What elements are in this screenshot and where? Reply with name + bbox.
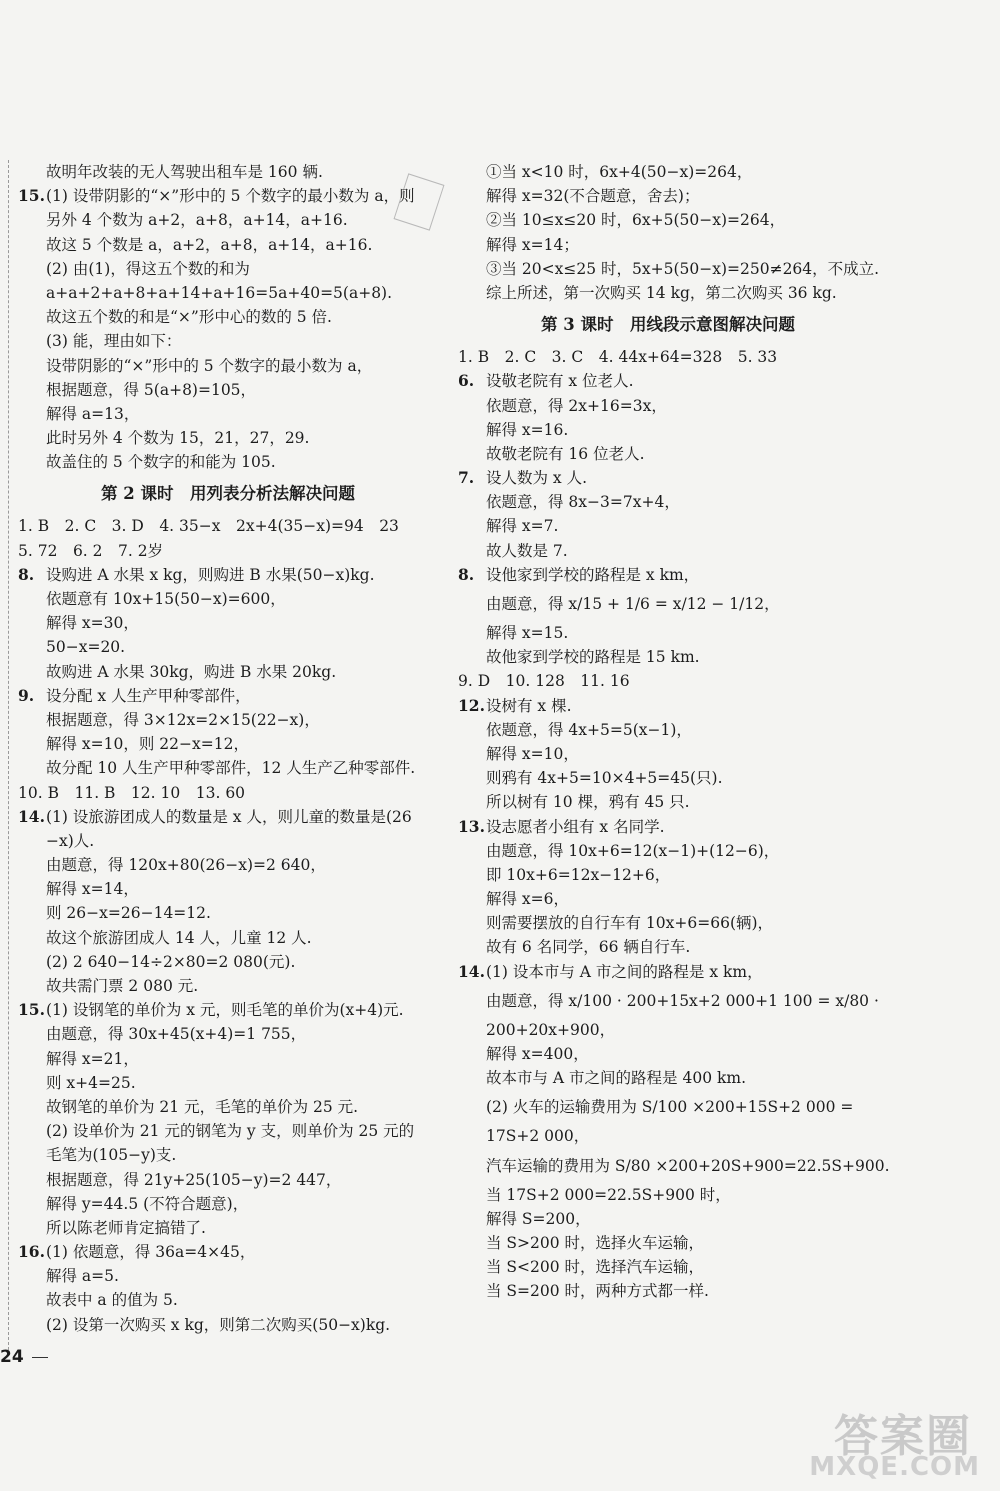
answer-line xyxy=(458,587,878,621)
answer-line xyxy=(458,418,878,442)
answer-text: (2) 火车的运输费用为 S/100 ×200+15S+2 000 = xyxy=(486,1098,854,1117)
answer-text: 设购进 A 水果 x kg，则购进 B 水果(50−x)kg. xyxy=(46,565,375,584)
page-number: 24 xyxy=(0,1347,24,1367)
answer-line xyxy=(18,805,438,829)
answer-text: 故这 5 个数是 a，a+2，a+8，a+14，a+16. xyxy=(46,235,373,254)
section-title: 第 3 课时 用线段示意图解决问题 xyxy=(541,315,795,335)
answer-text: (1) 设旅游团成人的数量是 x 人，则儿童的数量是(26 xyxy=(46,807,412,826)
answer-line xyxy=(458,694,878,718)
answer-text: 故人数是 7. xyxy=(486,541,568,560)
answer-text: 1. B 2. C 3. C 4. 44x+64=328 5. 33 xyxy=(458,348,778,367)
answer-line xyxy=(18,587,438,611)
answer-line xyxy=(458,863,878,887)
question-number: 15. xyxy=(18,1000,45,1020)
answer-text: 当 S<200 时，选择汽车运输， xyxy=(486,1258,705,1277)
answer-line xyxy=(458,514,878,538)
answer-text: 解得 x=15. xyxy=(486,624,569,642)
answer-text: 所以陈老师肯定搞错了. xyxy=(46,1218,206,1237)
answer-line xyxy=(18,1119,438,1143)
answer-text: 根据题意，得 5(a+8)=105， xyxy=(46,380,257,399)
answer-line xyxy=(18,1168,438,1192)
question-number: 15. xyxy=(18,186,45,206)
left-column xyxy=(18,160,438,1337)
answer-line xyxy=(18,998,438,1022)
answer-text: 当 S=200 时，两种方式都一样. xyxy=(486,1282,709,1301)
answer-text: 根据题意，得 3×12x=2×15(22−x)， xyxy=(46,710,320,729)
answer-text: 故表中 a 的值为 5. xyxy=(46,1291,178,1310)
answer-line xyxy=(18,732,438,756)
answer-text: 依题意，得 8x−3=7x+4， xyxy=(486,493,680,512)
answer-text: 解得 x=7. xyxy=(486,517,559,536)
answer-text: 设敬老院有 x 位老人. xyxy=(486,372,634,391)
answer-line xyxy=(18,402,438,426)
answer-line xyxy=(458,1279,878,1303)
answer-text: 解得 x=21， xyxy=(46,1049,139,1068)
answer-line xyxy=(18,539,438,563)
answer-line xyxy=(18,660,438,684)
answer-line xyxy=(458,442,878,466)
answer-text: 则需要摆放的自行车有 10x+6=66(辆)， xyxy=(486,914,774,933)
answer-text: 由题意，得 x/15 + 1/6 = x/12 − 1/12， xyxy=(486,595,780,613)
answer-line xyxy=(458,766,878,790)
answer-text: 5. 72 6. 2 7. 2岁 xyxy=(18,541,164,560)
answer-text: 故盖住的 5 个数字的和能为 105. xyxy=(46,453,276,472)
answer-text: 解得 x=14， xyxy=(46,880,139,899)
answer-text: 解得 a=5. xyxy=(46,1267,119,1286)
answer-line xyxy=(18,1192,438,1216)
answer-line xyxy=(458,281,878,305)
answer-text: 解得 x=10，则 22−x=12， xyxy=(46,735,249,754)
answer-line xyxy=(458,208,878,232)
answer-line xyxy=(18,1240,438,1264)
answer-text: 1. B 2. C 3. D 4. 35−x 2x+4(35−x)=94 23 xyxy=(18,517,399,536)
answer-line xyxy=(458,669,878,693)
answer-line xyxy=(458,1183,878,1207)
question-number: 7. xyxy=(458,468,475,488)
answer-line xyxy=(458,911,878,935)
question-number: 8. xyxy=(458,564,475,584)
answer-text: 解得 x=10， xyxy=(486,744,579,763)
answer-line xyxy=(18,450,438,474)
answer-line xyxy=(458,1066,878,1090)
answer-line xyxy=(458,839,878,863)
answer-text: 故有 6 名同学，66 辆自行车. xyxy=(486,938,691,957)
answer-line xyxy=(458,1207,878,1231)
answer-line xyxy=(18,974,438,998)
answer-line xyxy=(458,563,878,587)
answer-line xyxy=(458,257,878,281)
watermark-logo-text: 答案圈 xyxy=(834,1411,972,1462)
answer-text: 综上所述，第一次购买 14 kg，第二次购买 36 kg. xyxy=(486,283,837,302)
answer-line xyxy=(18,184,438,208)
answer-line xyxy=(458,1042,878,1066)
answer-text: 设人数为 x 人. xyxy=(486,469,588,488)
answer-text: 故分配 10 人生产甲种零部件，12 人生产乙种零部件. xyxy=(46,759,416,778)
answer-line xyxy=(18,1047,438,1071)
answer-line xyxy=(18,708,438,732)
answer-line xyxy=(458,621,878,645)
answer-text: 10. B 11. B 12. 10 13. 60 xyxy=(18,783,246,802)
answer-line xyxy=(458,1090,878,1124)
answer-line xyxy=(18,926,438,950)
question-number: 8. xyxy=(18,564,35,584)
answer-text: 解得 y=44.5 (不符合题意)， xyxy=(46,1194,249,1213)
answer-text: 则 x+4=25. xyxy=(46,1073,136,1092)
answer-text: 故他家到学校的路程是 15 km. xyxy=(486,648,700,667)
answer-text: 当 S>200 时，选择火车运输， xyxy=(486,1233,705,1252)
answer-text: (2) 由(1)，得这五个数的和为 xyxy=(46,259,250,278)
answer-text: 故购进 A 水果 30kg，购进 B 水果 20kg. xyxy=(46,662,337,681)
answer-text: 即 10x+6=12x−12+6， xyxy=(486,865,671,884)
watermark-url: MXQE.COM xyxy=(809,1452,980,1482)
answer-text: 解得 x=6， xyxy=(486,890,570,909)
answer-line xyxy=(458,1018,878,1042)
answer-line xyxy=(458,539,878,563)
answer-line xyxy=(458,369,878,393)
answer-line xyxy=(18,901,438,925)
answer-line xyxy=(18,1288,438,1312)
answer-text: 设树有 x 棵. xyxy=(486,696,572,715)
answer-text: 所以树有 10 棵，鸦有 45 只. xyxy=(486,793,690,812)
answer-text: (1) 设带阴影的“×”形中的 5 个数字的最小数为 a，则 xyxy=(46,187,415,206)
answer-line xyxy=(18,611,438,635)
answer-line xyxy=(458,466,878,490)
answer-line xyxy=(18,1216,438,1240)
answer-line xyxy=(18,514,438,538)
answer-text: 依题意，得 2x+16=3x， xyxy=(486,396,667,415)
answer-text: 汽车运输的费用为 S/80 ×200+20S+900=22.5S+900. xyxy=(486,1156,890,1175)
answer-line xyxy=(18,1095,438,1119)
answer-text: 设他家到学校的路程是 x km， xyxy=(486,565,700,584)
answer-text: (2) 设单价为 21 元的钢笔为 y 支，则单价为 25 元的 xyxy=(46,1122,415,1141)
question-number: 14. xyxy=(458,961,485,981)
answer-text: 故明年改装的无人驾驶出租车是 160 辆. xyxy=(46,163,323,181)
answer-text: 设分配 x 人生产甲种零部件， xyxy=(46,686,251,705)
answer-text: 依题意，得 4x+5=5(x−1)， xyxy=(486,720,692,739)
answer-line xyxy=(18,233,438,257)
answer-text: ②当 10≤x≤20 时，6x+5(50−x)=264， xyxy=(486,211,786,230)
answer-text: (2) 2 640−14÷2×80=2 080(元). xyxy=(46,952,296,971)
answer-line xyxy=(18,781,438,805)
answer-line xyxy=(458,742,878,766)
answer-text: 解得 x=32(不合题意，舍去)； xyxy=(486,187,700,206)
answer-text: a+a+2+a+8+a+14+a+16=5a+40=5(a+8). xyxy=(46,283,393,302)
answer-line xyxy=(18,950,438,974)
answer-text: 由题意，得 30x+45(x+4)=1 755， xyxy=(46,1025,307,1044)
answer-line xyxy=(18,635,438,659)
answer-text: 解得 x=30， xyxy=(46,614,139,633)
answer-text: 故敬老院有 16 位老人. xyxy=(486,444,645,463)
answer-line xyxy=(18,305,438,329)
answer-line xyxy=(458,790,878,814)
answer-line xyxy=(18,281,438,305)
answer-line xyxy=(458,1255,878,1279)
answer-text: 解得 x=400， xyxy=(486,1045,589,1063)
answer-line xyxy=(458,815,878,839)
answer-line xyxy=(18,853,438,877)
answer-text: 50−x=20. xyxy=(46,638,126,657)
answer-text: 故本市与 A 市之间的路程是 400 km. xyxy=(486,1069,747,1088)
answer-line xyxy=(458,394,878,418)
answer-line xyxy=(18,378,438,402)
answer-line xyxy=(458,1124,878,1148)
answer-text: 解得 S=200， xyxy=(486,1209,591,1228)
answer-line xyxy=(458,887,878,911)
answer-line xyxy=(18,877,438,901)
answer-text: 由题意，得 x/100 · 200+15x+2 000+1 100 = x/80 · xyxy=(486,991,879,1010)
question-number: 14. xyxy=(18,806,45,826)
answer-line xyxy=(18,1071,438,1095)
answer-text: (1) 设钢笔的单价为 x 元，则毛笔的单价为(x+4)元. xyxy=(46,1001,404,1020)
question-number: 9. xyxy=(18,685,35,705)
answer-text: 则 26−x=26−14=12. xyxy=(46,904,211,923)
right-column xyxy=(458,160,890,1304)
answer-text: 200+20x+900， xyxy=(486,1020,616,1039)
answer-line xyxy=(18,208,438,232)
answer-line xyxy=(458,160,878,184)
page-number-dash xyxy=(32,1357,48,1358)
answer-line xyxy=(18,684,438,708)
answer-line xyxy=(18,563,438,587)
answer-line xyxy=(18,756,438,780)
question-number: 13. xyxy=(458,816,485,836)
answer-text: (1) 依题意，得 36a=4×45， xyxy=(46,1243,256,1262)
answer-text: (3) 能，理由如下： xyxy=(46,332,182,351)
answer-line xyxy=(458,233,878,257)
answer-text: 当 17S+2 000=22.5S+900 时， xyxy=(486,1185,731,1204)
answer-text: 设志愿者小组有 x 名同学. xyxy=(486,817,665,836)
answer-text: ③当 20<x≤25 时，5x+5(50−x)=250≠264，不成立. xyxy=(486,259,880,278)
answer-line xyxy=(18,1143,438,1167)
answer-text: 由题意，得 10x+6=12(x−1)+(12−6)， xyxy=(486,841,780,860)
answer-text: 故钢笔的单价为 21 元，毛笔的单价为 25 元. xyxy=(46,1097,359,1116)
answer-text: 解得 x=14； xyxy=(486,235,579,254)
answer-line xyxy=(458,718,878,742)
answer-text: 故这五个数的和是“×”形中心的数的 5 倍. xyxy=(46,308,332,327)
answer-text: 解得 x=16. xyxy=(486,420,569,439)
answer-text: −x)人. xyxy=(46,831,95,850)
answer-text: 9. D 10. 128 11. 16 xyxy=(458,672,630,691)
answer-text: 故这个旅游团成人 14 人，儿童 12 人. xyxy=(46,928,312,947)
question-number: 16. xyxy=(18,1242,45,1262)
answer-line xyxy=(458,490,878,514)
answer-text: 由题意，得 120x+80(26−x)=2 640， xyxy=(46,856,326,875)
answer-line xyxy=(18,426,438,450)
answer-text: 此时另外 4 个数为 15，21，27，29. xyxy=(46,429,310,448)
question-number: 12. xyxy=(458,695,485,715)
answer-text: (2) 设第一次购买 x kg，则第二次购买(50−x)kg. xyxy=(46,1315,391,1334)
answer-text: 依题意有 10x+15(50−x)=600， xyxy=(46,590,286,608)
answer-text: 另外 4 个数为 a+2，a+8，a+14，a+16. xyxy=(46,211,348,230)
answer-text: 根据题意，得 21y+25(105−y)=2 447， xyxy=(46,1170,342,1189)
answer-text: 故共需门票 2 080 元. xyxy=(46,977,199,995)
answer-line xyxy=(18,160,438,184)
answer-text: ①当 x<10 时，6x+4(50−x)=264， xyxy=(486,163,753,181)
answer-line xyxy=(18,1264,438,1288)
answer-line xyxy=(458,1231,878,1255)
column-margin-line xyxy=(8,160,10,1350)
answer-line xyxy=(458,984,878,1018)
answer-line xyxy=(458,184,878,208)
answer-line xyxy=(458,960,878,984)
answer-line xyxy=(18,1022,438,1046)
answer-line xyxy=(18,329,438,353)
answer-line xyxy=(458,935,878,959)
answer-line xyxy=(18,354,438,378)
answer-line xyxy=(18,257,438,281)
answer-text: 毛笔为(105−y)支. xyxy=(46,1146,177,1165)
answer-text: (1) 设本市与 A 市之间的路程是 x km， xyxy=(486,962,763,981)
answer-text: 则鸦有 4x+5=10×4+5=45(只). xyxy=(486,769,723,788)
answer-text: 解得 a=13， xyxy=(46,404,140,423)
answer-line xyxy=(458,1149,890,1183)
question-number: 6. xyxy=(458,371,475,391)
answer-line xyxy=(458,645,878,669)
answer-line xyxy=(18,1313,438,1337)
section-title: 第 2 课时 用列表分析法解决问题 xyxy=(101,484,355,504)
answer-text: 设带阴影的“×”形中的 5 个数字的最小数为 a， xyxy=(46,356,373,375)
answer-line xyxy=(18,829,438,853)
answer-text: 17S+2 000， xyxy=(486,1127,590,1146)
answer-line xyxy=(458,345,878,369)
